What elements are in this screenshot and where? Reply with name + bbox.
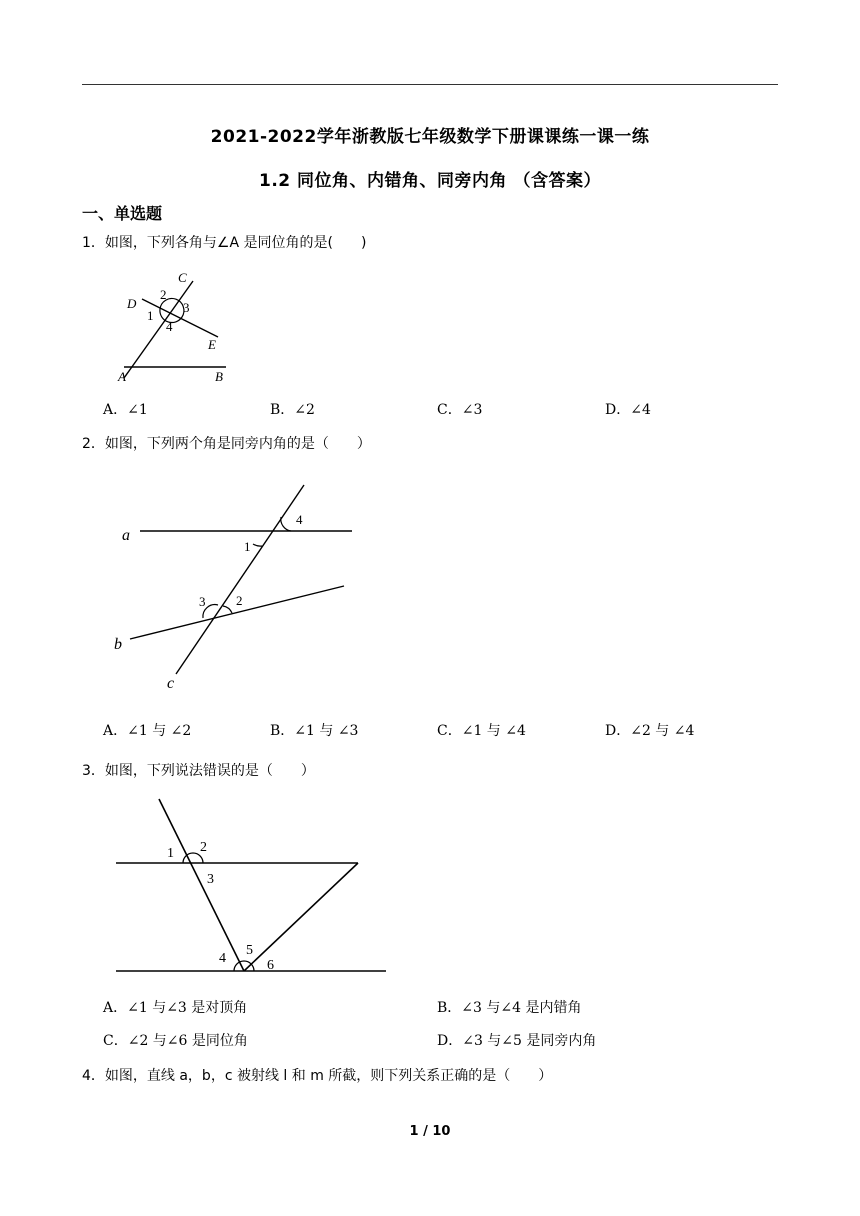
- question-3-option-a[interactable]: A．∠1 与∠3 是对顶角: [103, 1000, 248, 1016]
- question-2-stem: 2．如图，下列两个角是同旁内角的是（ ）: [82, 436, 371, 452]
- fig2-label-b: b: [114, 636, 122, 653]
- fig2-label-a: a: [122, 527, 130, 544]
- fig3-label-6: 6: [267, 958, 274, 973]
- fig3-label-1: 1: [167, 846, 174, 861]
- fig1-label-2: 2: [160, 287, 167, 302]
- fig2-label-1: 1: [244, 539, 251, 554]
- page-title: 2021-2022学年浙教版七年级数学下册课课练一课一练: [210, 127, 650, 147]
- fig3-label-5: 5: [246, 943, 253, 958]
- question-4-stem: 4．如图，直线 a，b，c 被射线 l 和 m 所截，则下列关系正确的是（ ）: [82, 1068, 553, 1084]
- question-1-option-d[interactable]: D．∠4: [605, 402, 651, 418]
- question-1-figure: [110, 265, 250, 385]
- question-2-option-a[interactable]: A．∠1 与 ∠2: [103, 723, 192, 739]
- fig1-label-1: 1: [147, 308, 154, 323]
- fig1-label-b: B: [215, 369, 223, 384]
- question-2-option-b[interactable]: B．∠1 与 ∠3: [270, 723, 359, 739]
- fig1-label-3: 3: [183, 300, 190, 315]
- header-rule: [82, 84, 778, 85]
- fig1-label-d: D: [127, 296, 137, 311]
- fig1-label-a: A: [118, 369, 126, 384]
- question-3-stem: 3．如图，下列说法错误的是（ ）: [82, 763, 315, 779]
- fig2-label-c: c: [167, 675, 175, 692]
- fig1-label-c: C: [178, 270, 187, 285]
- fig3-label-3: 3: [207, 872, 214, 887]
- fig2-label-3: 3: [199, 594, 206, 609]
- question-2-option-c[interactable]: C．∠1 与 ∠4: [437, 723, 526, 739]
- question-1-stem: 1．如图，下列各角与∠A 是同位角的是( ): [82, 235, 367, 251]
- fig3-label-2: 2: [200, 840, 207, 855]
- question-1-option-c[interactable]: C．∠3: [437, 402, 483, 418]
- fig3-label-4: 4: [219, 951, 226, 966]
- question-1-option-a[interactable]: A．∠1: [103, 402, 148, 418]
- fig1-label-e: E: [208, 337, 216, 352]
- section-heading: 一、单选题: [82, 204, 163, 223]
- fig1-label-4: 4: [166, 319, 173, 334]
- question-3-figure: [110, 795, 400, 985]
- question-2-figure: [110, 478, 370, 698]
- question-3-option-c[interactable]: C．∠2 与∠6 是同位角: [103, 1033, 248, 1049]
- question-2-option-d[interactable]: D．∠2 与 ∠4: [605, 723, 695, 739]
- page-subtitle: 1.2 同位角、内错角、同旁内角 （含答案）: [259, 171, 601, 191]
- fig2-label-4: 4: [296, 512, 303, 527]
- question-1-option-b[interactable]: B．∠2: [270, 402, 315, 418]
- page-number: 1 / 10: [409, 1124, 451, 1139]
- question-3-option-b[interactable]: B．∠3 与∠4 是内错角: [437, 1000, 582, 1016]
- question-3-option-d[interactable]: D．∠3 与∠5 是同旁内角: [437, 1033, 597, 1049]
- fig2-label-2: 2: [236, 593, 243, 608]
